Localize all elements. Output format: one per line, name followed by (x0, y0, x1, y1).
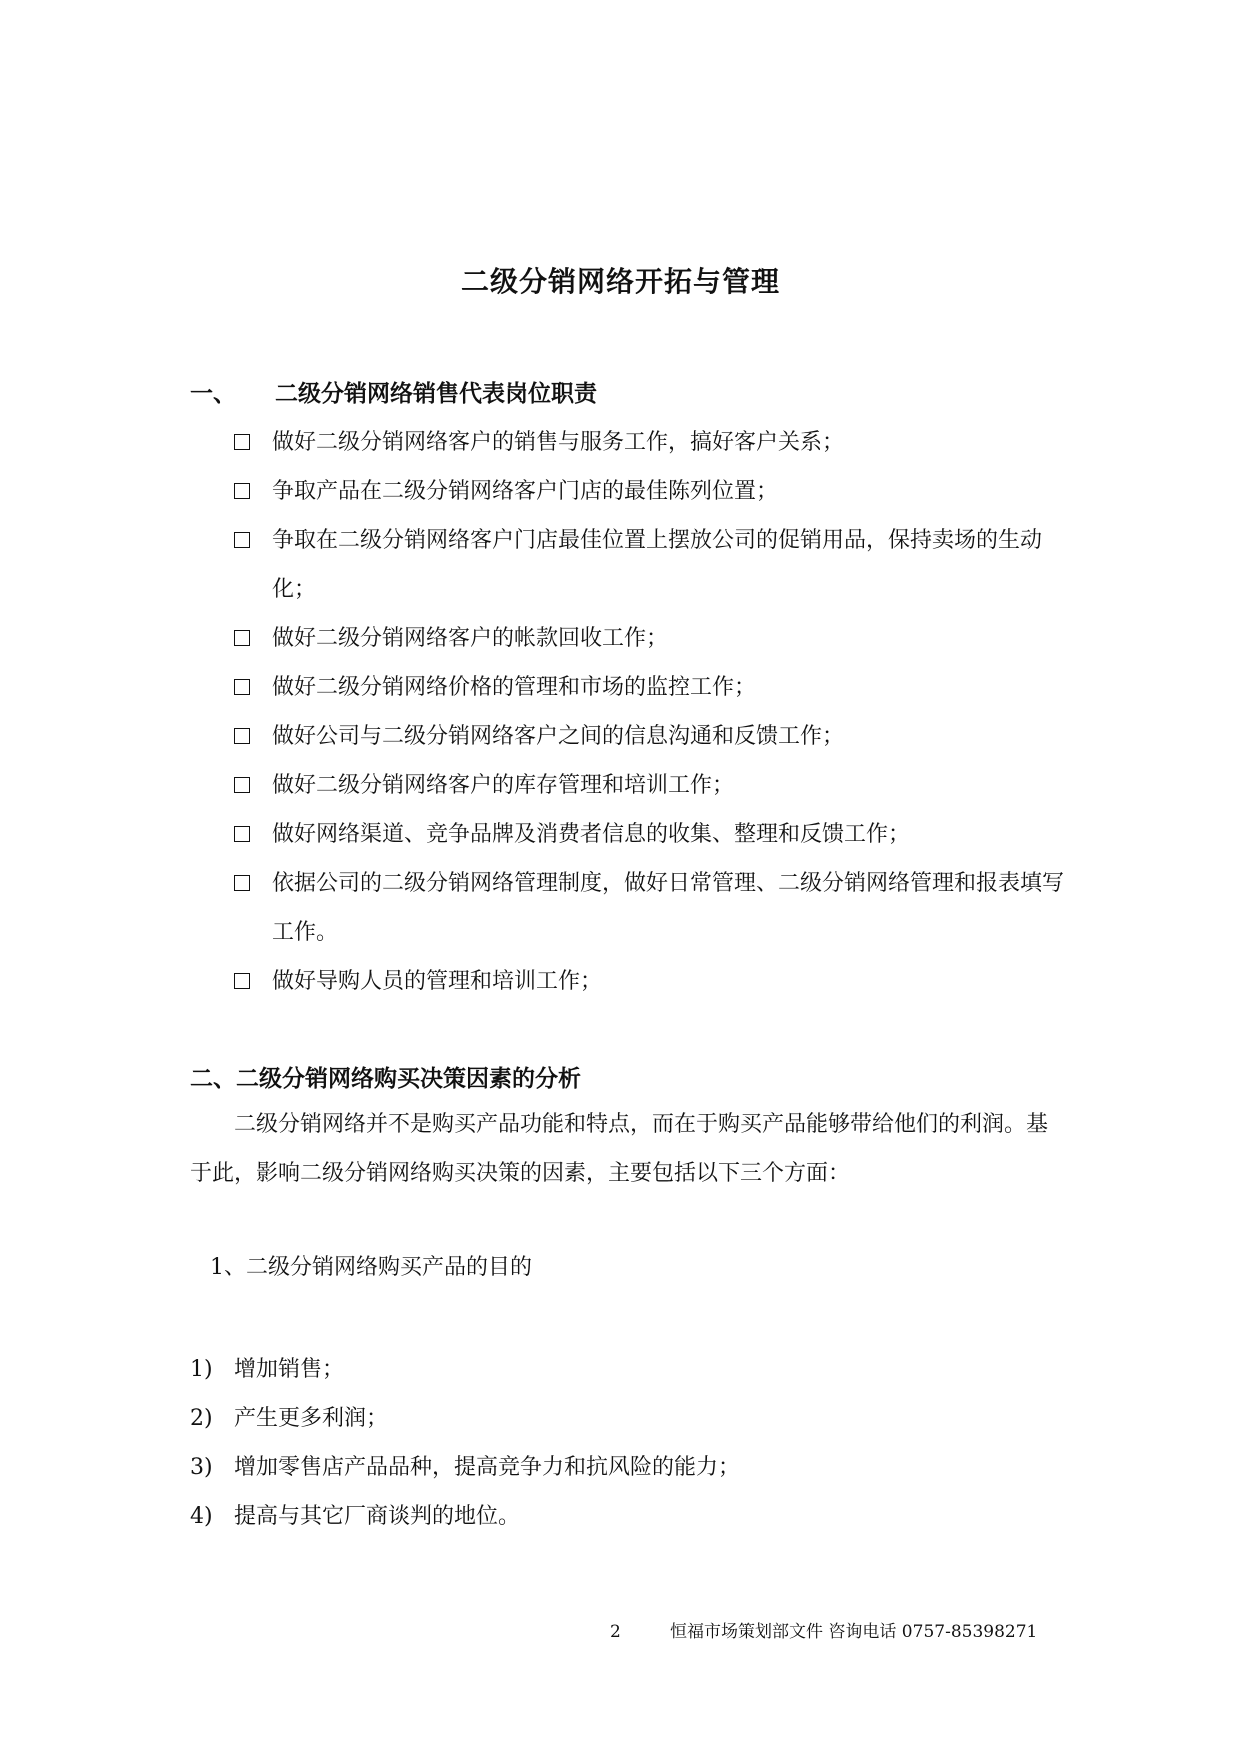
checkbox-square-icon (234, 777, 250, 793)
checkbox-square-icon (234, 679, 250, 695)
checklist-item (234, 516, 1064, 614)
checklist-item-text: 做好公司与二级分销网络客户之间的信息沟通和反馈工作； (272, 724, 845, 749)
list-item (190, 1394, 740, 1443)
purpose-list (190, 1345, 740, 1541)
list-item-number: 4) (190, 1504, 213, 1529)
checkbox-square-icon (234, 532, 250, 548)
checklist-item-text: 做好网络渠道、竞争品牌及消费者信息的收集、整理和反馈工作； (272, 822, 911, 847)
list-item-number: 3) (190, 1455, 213, 1480)
checklist-item-text: 争取产品在二级分销网络客户门店的最佳陈列位置； (272, 479, 779, 504)
list-item (190, 1443, 740, 1492)
checkbox-square-icon (234, 875, 250, 891)
checkbox-square-icon (234, 973, 250, 989)
page-number: 2 (610, 1622, 621, 1642)
list-item-text: 增加零售店产品品种，提高竞争力和抗风险的能力； (234, 1455, 741, 1480)
list-item-number: 2) (190, 1406, 213, 1431)
duties-checklist (234, 418, 1064, 1006)
checklist-item (234, 663, 1064, 712)
section-2-subheading: 1、二级分销网络购买产品的目的 (210, 1255, 532, 1280)
checklist-item-text: 做好导购人员的管理和培训工作； (272, 969, 603, 994)
section-1-number: 一、 (190, 381, 236, 407)
list-item-text: 产生更多利润； (234, 1406, 389, 1431)
checklist-item-text: 争取在二级分销网络客户门店最佳位置上摆放公司的促销用品，保持卖场的生动化； (272, 528, 1043, 602)
checklist-item-text: 做好二级分销网络价格的管理和市场的监控工作； (272, 675, 757, 700)
checklist-item-text: 做好二级分销网络客户的库存管理和培训工作； (272, 773, 735, 798)
checkbox-square-icon (234, 630, 250, 646)
section-1-heading (190, 375, 597, 408)
section-2-heading: 二、二级分销网络购买决策因素的分析 (190, 1066, 581, 1092)
list-item (190, 1345, 740, 1394)
checklist-item-text: 做好二级分销网络客户的帐款回收工作； (272, 626, 669, 651)
checklist-item-text: 依据公司的二级分销网络管理制度，做好日常管理、二级分销网络管理和报表填写工作。 (272, 871, 1065, 945)
checkbox-square-icon (234, 483, 250, 499)
checklist-item (234, 467, 1064, 516)
section-2-paragraph: 二级分销网络并不是购买产品功能和特点，而在于购买产品能够带给他们的利润。基于此，影响二级分销网络购买决策的因素，主要包括以下三个方面： (190, 1112, 1049, 1186)
checklist-item (234, 957, 1064, 1006)
checklist-item (234, 614, 1064, 663)
checklist-item (234, 712, 1064, 761)
list-item-text: 提高与其它厂商谈判的地位。 (234, 1504, 521, 1529)
checklist-item (234, 761, 1064, 810)
section-1-title: 二级分销网络销售代表岗位职责 (275, 381, 597, 407)
checkbox-square-icon (234, 728, 250, 744)
footer-text: 恒福市场策划部文件 咨询电话 0757-85398271 (670, 1622, 1038, 1642)
checklist-item (234, 810, 1064, 859)
checklist-item (234, 859, 1064, 957)
page-footer (610, 1617, 1037, 1642)
checkbox-square-icon (234, 434, 250, 450)
checkbox-square-icon (234, 826, 250, 842)
list-item-number: 1) (190, 1357, 213, 1382)
checklist-item-text: 做好二级分销网络客户的销售与服务工作，搞好客户关系； (272, 430, 845, 455)
checklist-item (234, 418, 1064, 467)
document-title: 二级分销网络开拓与管理 (460, 265, 780, 298)
list-item (190, 1492, 740, 1541)
list-item-text: 增加销售； (234, 1357, 345, 1382)
